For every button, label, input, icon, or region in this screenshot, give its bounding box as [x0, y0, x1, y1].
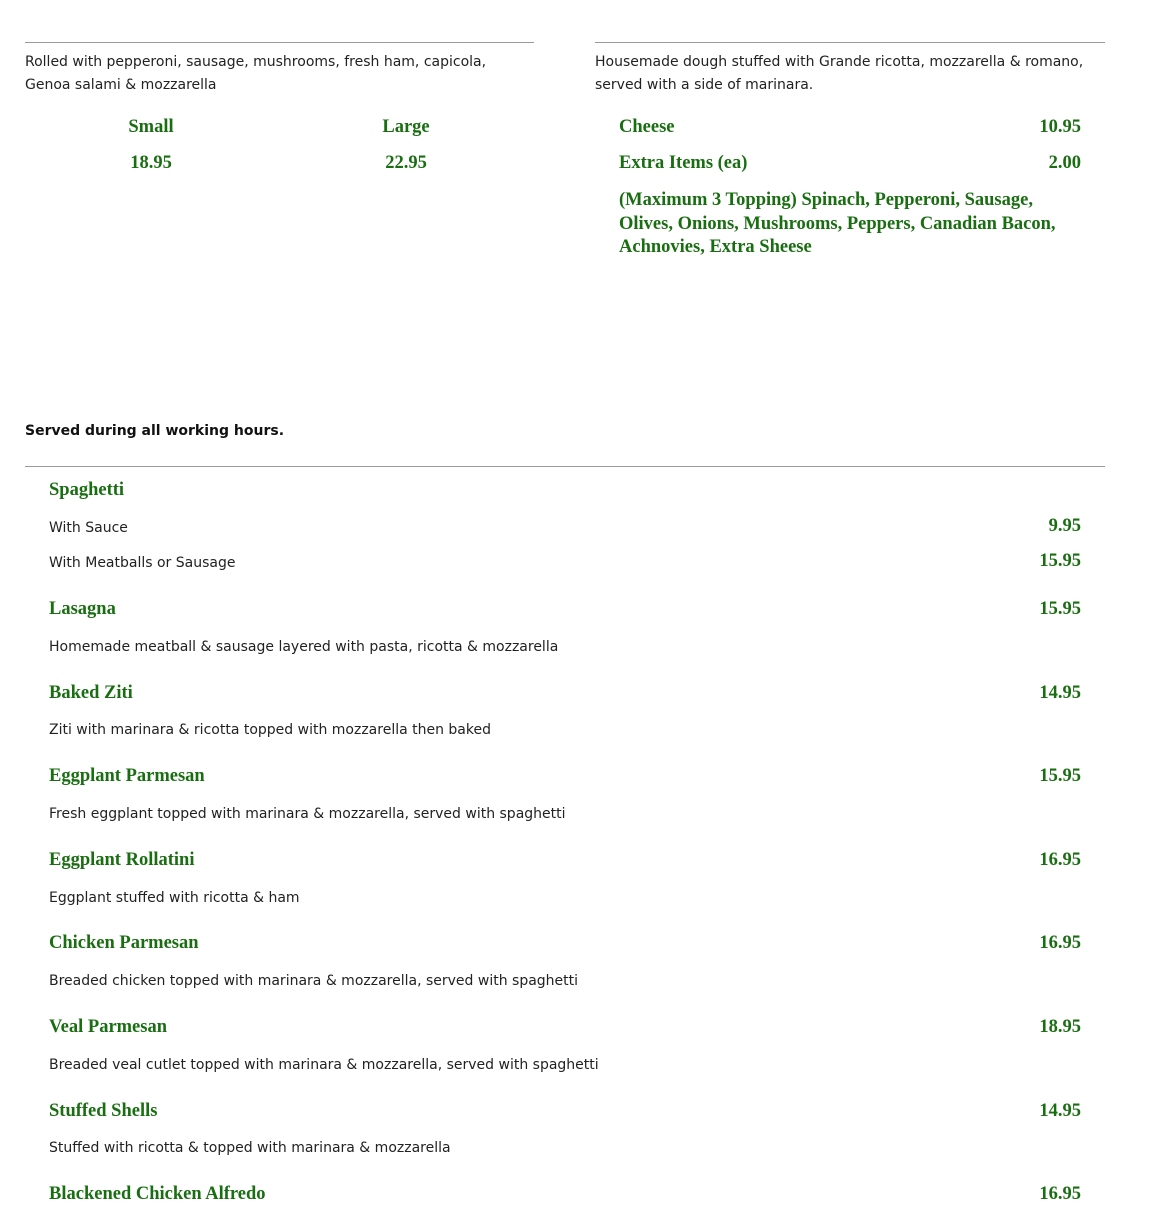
- cheese-price: 10.95: [1039, 117, 1081, 137]
- spaghetti-option-sauce-price: 9.95: [1048, 516, 1081, 536]
- toppings-note: (Maximum 3 Topping) Spinach, Pepperoni, Sausage, Olives, Onions, Mushrooms, Peppers, Canadian Bacon, Achnovies, Extra Sheese: [619, 190, 1056, 257]
- menu-item-price: 16.95: [1039, 850, 1081, 870]
- item-description-right: Housemade dough stuffed with Grande ricotta, mozzarella & romano, served with a side of marinara.: [595, 54, 1084, 93]
- served-note: Served during all working hours.: [25, 423, 285, 439]
- divider-pasta: [25, 466, 1105, 467]
- menu-item-name: Baked Ziti: [49, 683, 133, 703]
- divider-right: [595, 42, 1105, 43]
- item-description-left: Rolled with pepperoni, sausage, mushrooms, fresh ham, capicola, Genoa salami & mozzarella: [25, 54, 487, 93]
- menu-item-description: Homemade meatball & sausage layered with pasta, ricotta & mozzarella: [49, 639, 559, 655]
- size-price-small: 18.95: [130, 153, 172, 173]
- menu-item-name: Blackened Chicken Alfredo: [49, 1184, 266, 1204]
- extra-items-label: Extra Items (ea): [619, 153, 748, 173]
- menu-item-description: Fresh eggplant topped with marinara & mozzarella, served with spaghetti: [49, 806, 566, 822]
- menu-item-name: Eggplant Rollatini: [49, 850, 195, 870]
- menu-item-name: Lasagna: [49, 599, 116, 619]
- spaghetti-option-meatballs-price: 15.95: [1039, 551, 1081, 571]
- menu-item-description: Eggplant stuffed with ricotta & ham: [49, 890, 300, 906]
- size-price-large: 22.95: [385, 153, 427, 173]
- menu-item-price: 14.95: [1039, 683, 1081, 703]
- extra-items-price: 2.00: [1048, 153, 1081, 173]
- menu-item-price: 16.95: [1039, 1184, 1081, 1204]
- size-label-large: Large: [382, 117, 430, 137]
- menu-item-description: Breaded veal cutlet topped with marinara & mozzarella, served with spaghetti: [49, 1057, 599, 1073]
- menu-item-description: Stuffed with ricotta & topped with marinara & mozzarella: [49, 1140, 451, 1156]
- size-label-small: Small: [128, 117, 174, 137]
- menu-item-price: 15.95: [1039, 599, 1081, 619]
- menu-item-name: Eggplant Parmesan: [49, 766, 205, 786]
- menu-item-price: 15.95: [1039, 766, 1081, 786]
- spaghetti-option-sauce: With Sauce: [49, 520, 128, 536]
- divider-left: [25, 42, 534, 43]
- menu-item-name: Stuffed Shells: [49, 1101, 158, 1121]
- menu-item-name-spaghetti: Spaghetti: [49, 480, 125, 500]
- menu-item-name: Veal Parmesan: [49, 1017, 168, 1037]
- menu-item-description: Breaded chicken topped with marinara & mozzarella, served with spaghetti: [49, 973, 579, 989]
- spaghetti-option-meatballs: With Meatballs or Sausage: [49, 555, 236, 571]
- menu-item-name: Chicken Parmesan: [49, 933, 199, 953]
- menu-item-price: 16.95: [1039, 933, 1081, 953]
- cheese-label: Cheese: [619, 117, 675, 137]
- menu-item-price: 18.95: [1039, 1017, 1081, 1037]
- menu-item-price: 14.95: [1039, 1101, 1081, 1121]
- menu-item-description: Ziti with marinara & ricotta topped with mozzarella then baked: [49, 722, 491, 738]
